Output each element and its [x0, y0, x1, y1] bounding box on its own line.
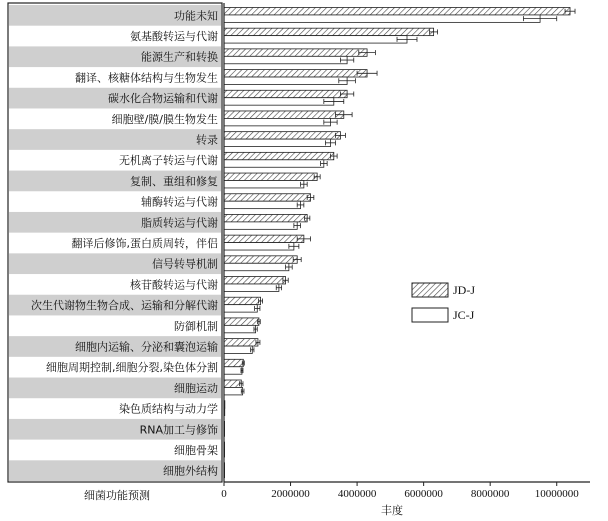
bar-jd-j — [224, 277, 286, 284]
category-label: 次生代谢物生物合成、运输和分解代谢 — [31, 299, 218, 313]
bars — [224, 7, 570, 477]
category-label: 转录 — [196, 133, 218, 147]
category-label: 细胞运动 — [174, 381, 218, 395]
legend-label-jd-j: JD-J — [453, 283, 476, 297]
bar-jc-j — [224, 139, 330, 146]
bar-jd-j — [224, 214, 307, 221]
category-label: 能源生产和转换 — [141, 50, 218, 64]
category-label: 细胞骨架 — [174, 443, 218, 457]
x-tick-label: 6000000 — [404, 488, 443, 500]
category-label: 碳水化合物运输和代谢 — [108, 92, 218, 106]
category-label: 信号转导机制 — [152, 257, 218, 271]
category-label: 核苷酸转运与代谢 — [130, 278, 218, 292]
bar-jc-j — [224, 346, 252, 353]
bar-jd-j — [224, 70, 367, 77]
bar-jd-j — [224, 111, 344, 118]
bar-jd-j — [224, 359, 243, 366]
legend-label-jc-j: JC-J — [453, 308, 475, 322]
category-label: RNA加工与修饰 — [139, 423, 218, 437]
bar-jd-j — [224, 132, 340, 139]
bar-jd-j — [224, 256, 297, 263]
category-label: 辅酶转运与代谢 — [141, 195, 218, 209]
bar-jc-j — [224, 284, 279, 291]
bar-jc-j — [224, 325, 256, 332]
bar-jc-j — [224, 36, 407, 43]
bar-jc-j — [224, 367, 242, 374]
bar-jc-j — [224, 56, 347, 63]
bar-jc-j — [224, 118, 330, 125]
bar-jc-j — [224, 98, 334, 105]
x-axis-ticks — [221, 482, 579, 500]
bar-jc-j — [224, 15, 540, 22]
category-label: 无机离子转运与代谢 — [119, 154, 218, 168]
bar-jd-j — [224, 339, 258, 346]
bar-jd-j — [224, 235, 304, 242]
bar-jc-j — [224, 222, 297, 229]
bar-jd-j — [224, 28, 434, 35]
bar-jd-j — [224, 7, 570, 14]
category-label: 细胞周期控制,细胞分裂,染色体分割 — [46, 361, 218, 375]
category-label: 防御机制 — [174, 319, 218, 333]
bar-jd-j — [224, 318, 259, 325]
bar-jd-j — [224, 152, 334, 159]
category-stripe — [9, 129, 221, 150]
bar-jc-j — [224, 201, 301, 208]
category-label: 氨基酸转运与代谢 — [130, 30, 218, 44]
category-label: 翻译后修饰,蛋白质周转，伴侣 — [71, 237, 218, 250]
bar-jc-j — [224, 160, 324, 167]
category-label: 脂质转运与代谢 — [141, 216, 218, 230]
legend-swatch-jc-j — [412, 308, 448, 322]
category-label: 功能未知 — [174, 9, 218, 23]
bar-jc-j — [224, 180, 304, 187]
bar-jc-j — [224, 77, 347, 84]
legend — [412, 283, 475, 322]
category-label: 复制、重组和修复 — [130, 174, 218, 188]
category-header: 细菌功能预测 — [84, 489, 150, 502]
category-label: 细胞外结构 — [163, 464, 218, 478]
bar-jc-j — [224, 263, 289, 270]
x-axis-title: 丰度 — [381, 504, 403, 517]
x-tick-label: 10000000 — [534, 488, 579, 500]
x-tick-label: 4000000 — [337, 488, 377, 500]
legend-swatch-jd-j — [412, 283, 448, 297]
category-label: 细胞壁/膜/膜生物发生 — [111, 112, 218, 126]
category-label: 染色质结构与动力学 — [119, 402, 218, 416]
category-label: 翻译、核糖体结构与生物发生 — [75, 71, 218, 85]
category-label: 细胞内运输、分泌和囊泡运输 — [75, 340, 218, 354]
bar-jc-j — [224, 387, 243, 394]
bar-jd-j — [224, 297, 261, 304]
bar-jd-j — [224, 90, 347, 97]
bar-jd-j — [224, 380, 241, 387]
x-tick-label: 2000000 — [271, 488, 310, 500]
bar-jd-j — [224, 194, 311, 201]
x-tick-label: 8000000 — [470, 488, 510, 500]
bar-jd-j — [224, 49, 367, 56]
x-tick-label: 0 — [221, 488, 227, 500]
bar-jc-j — [224, 305, 257, 312]
bar-jd-j — [224, 173, 317, 180]
bar-jc-j — [224, 243, 294, 250]
